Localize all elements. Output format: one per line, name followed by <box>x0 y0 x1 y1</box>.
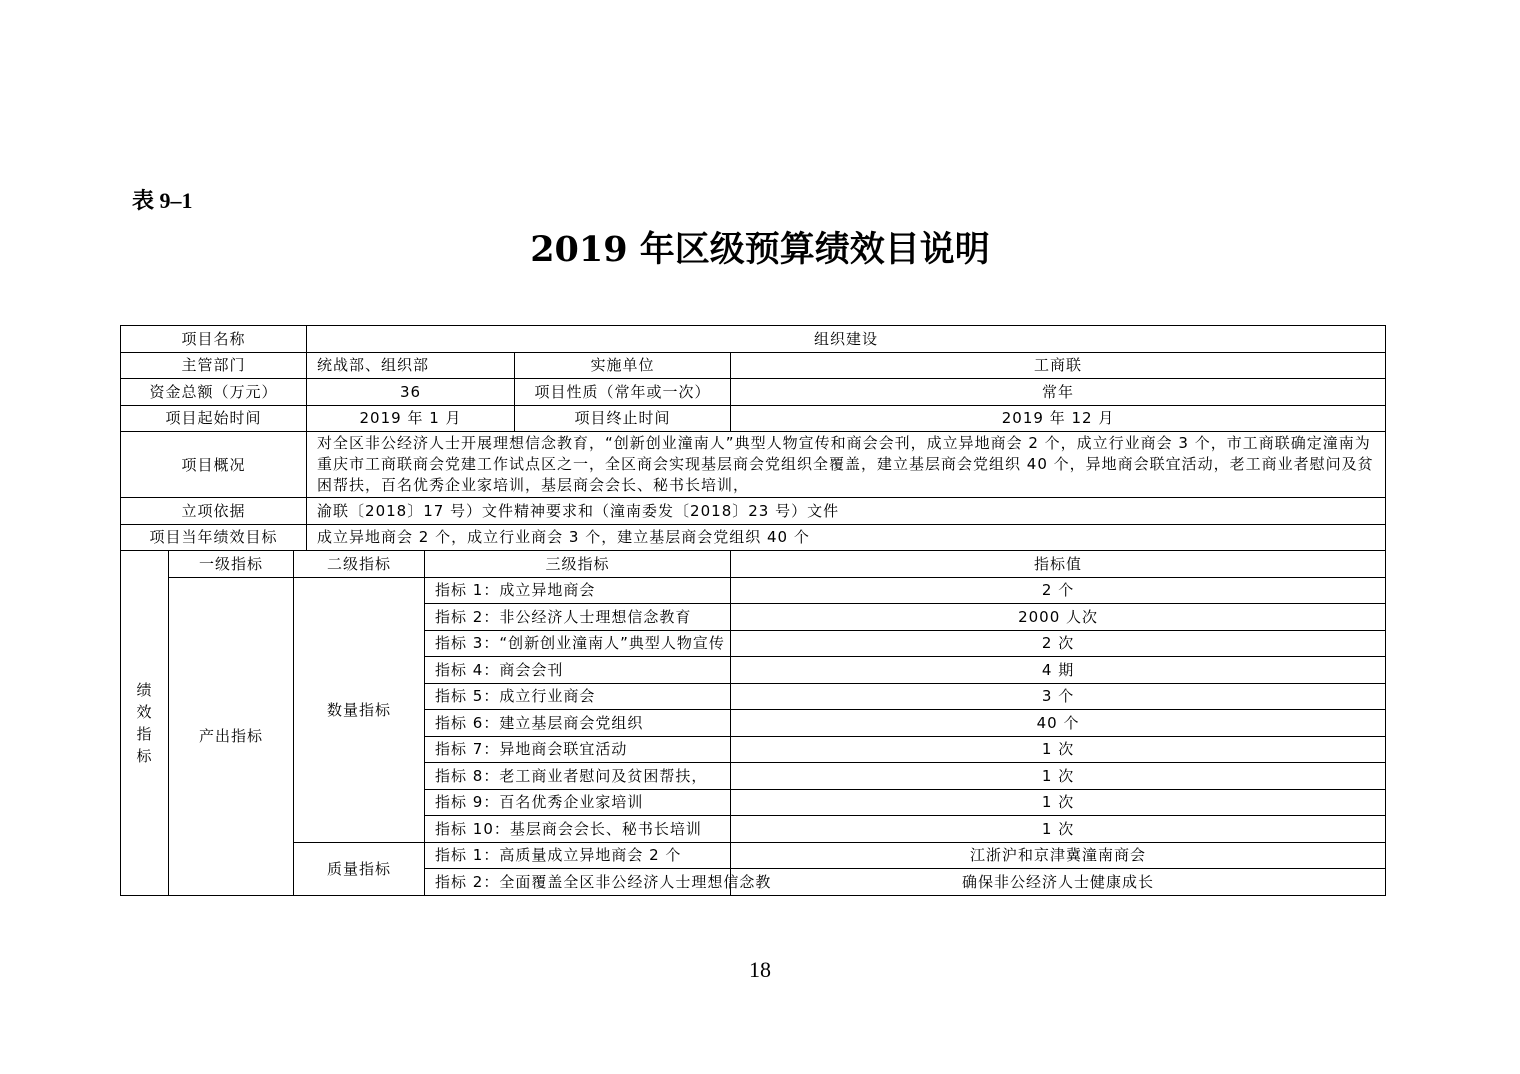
level2-quantity-indicator: 数量指标 <box>294 577 425 842</box>
indicator-header-row <box>121 551 1386 578</box>
quality-indicator-value: 确保非公经济人士健康成长 <box>731 869 1386 896</box>
row-time <box>121 405 1386 432</box>
quantity-indicator-name: 指标 6：建立基层商会党组织 <box>425 710 731 737</box>
start-value: 2019 年 1 月 <box>307 405 515 432</box>
quantity-indicator-value: 40 个 <box>731 710 1386 737</box>
budget-performance-table <box>120 325 1386 896</box>
performance-indicators-label: 绩效指标 <box>121 551 169 896</box>
quantity-indicator-name: 指标 7：异地商会联宜活动 <box>425 736 731 763</box>
table-number-label: 表 9–1 <box>132 188 193 213</box>
quantity-indicator-name: 指标 10：基层商会会长、秘书长培训 <box>425 816 731 843</box>
header-level1: 一级指标 <box>169 551 294 578</box>
header-value: 指标值 <box>731 551 1386 578</box>
project-name-label: 项目名称 <box>121 326 307 353</box>
quality-indicator-value: 江浙沪和京津冀潼南商会 <box>731 842 1386 869</box>
dept-label: 主管部门 <box>121 352 307 379</box>
quality-indicator-name: 指标 2：全面覆盖全区非公经济人士理想信念教 <box>425 869 731 896</box>
quantity-indicator-name: 指标 2：非公经济人士理想信念教育 <box>425 604 731 631</box>
quantity-indicator-value: 2 次 <box>731 630 1386 657</box>
row-department <box>121 352 1386 379</box>
impl-unit-label: 实施单位 <box>515 352 731 379</box>
quantity-indicator-name: 指标 1：成立异地商会 <box>425 577 731 604</box>
quantity-indicator-value: 4 期 <box>731 657 1386 684</box>
level1-output-indicator: 产出指标 <box>169 577 294 895</box>
level2-quality-indicator: 质量指标 <box>294 842 425 895</box>
quantity-indicator-value: 3 个 <box>731 683 1386 710</box>
row-funds <box>121 379 1386 406</box>
end-value: 2019 年 12 月 <box>731 405 1386 432</box>
funds-value: 36 <box>307 379 515 406</box>
overview-value: 对全区非公经济人士开展理想信念教育，“创新创业潼南人”典型人物宣传和商会会刊，成立异地商会 2 个，成立行业商会 3 个，市工商联确定潼南为重庆市工商联商会党建工作试点区之一，全区商会实现基层商会党组织全覆盖，建立基层商会党组织 40 个，异地商会联宜活动，老工商业者慰问及贫困帮扶，百名优秀企业家培训，基层商会会长、秘书长培训， <box>307 432 1386 498</box>
nature-label: 项目性质（常年或一次） <box>515 379 731 406</box>
funds-label: 资金总额（万元） <box>121 379 307 406</box>
basis-label: 立项依据 <box>121 498 307 525</box>
nature-value: 常年 <box>731 379 1386 406</box>
row-project-name <box>121 326 1386 353</box>
overview-label: 项目概况 <box>121 432 307 498</box>
quantity-indicator-value: 1 次 <box>731 763 1386 790</box>
row-goal <box>121 524 1386 551</box>
row-overview <box>121 432 1386 498</box>
table-row <box>121 577 1386 604</box>
quantity-indicator-name: 指标 8：老工商业者慰问及贫困帮扶， <box>425 763 731 790</box>
table-row <box>121 842 1386 869</box>
goal-label: 项目当年绩效目标 <box>121 524 307 551</box>
project-name-value: 组织建设 <box>307 326 1386 353</box>
quality-indicator-name: 指标 1：高质量成立异地商会 2 个 <box>425 842 731 869</box>
quantity-indicator-value: 2 个 <box>731 577 1386 604</box>
quantity-indicator-value: 2000 人次 <box>731 604 1386 631</box>
start-label: 项目起始时间 <box>121 405 307 432</box>
quantity-indicator-name: 指标 5：成立行业商会 <box>425 683 731 710</box>
basis-value: 渝联〔2018〕17 号）文件精神要求和（潼南委发〔2018〕23 号）文件 <box>307 498 1386 525</box>
document-title: 2019 年区级预算绩效目说明 <box>530 229 990 270</box>
dept-value: 统战部、组织部 <box>307 352 515 379</box>
header-level2: 二级指标 <box>294 551 425 578</box>
quantity-indicator-value: 1 次 <box>731 736 1386 763</box>
row-basis <box>121 498 1386 525</box>
goal-value: 成立异地商会 2 个，成立行业商会 3 个，建立基层商会党组织 40 个 <box>307 524 1386 551</box>
quantity-indicator-value: 1 次 <box>731 816 1386 843</box>
header-level3: 三级指标 <box>425 551 731 578</box>
quantity-indicator-name: 指标 9：百名优秀企业家培训 <box>425 789 731 816</box>
impl-unit-value: 工商联 <box>731 352 1386 379</box>
quantity-indicator-name: 指标 3：“创新创业潼南人”典型人物宣传 <box>425 630 731 657</box>
page-number: 18 <box>749 957 771 982</box>
quantity-indicator-name: 指标 4：商会会刊 <box>425 657 731 684</box>
quantity-indicator-value: 1 次 <box>731 789 1386 816</box>
end-label: 项目终止时间 <box>515 405 731 432</box>
